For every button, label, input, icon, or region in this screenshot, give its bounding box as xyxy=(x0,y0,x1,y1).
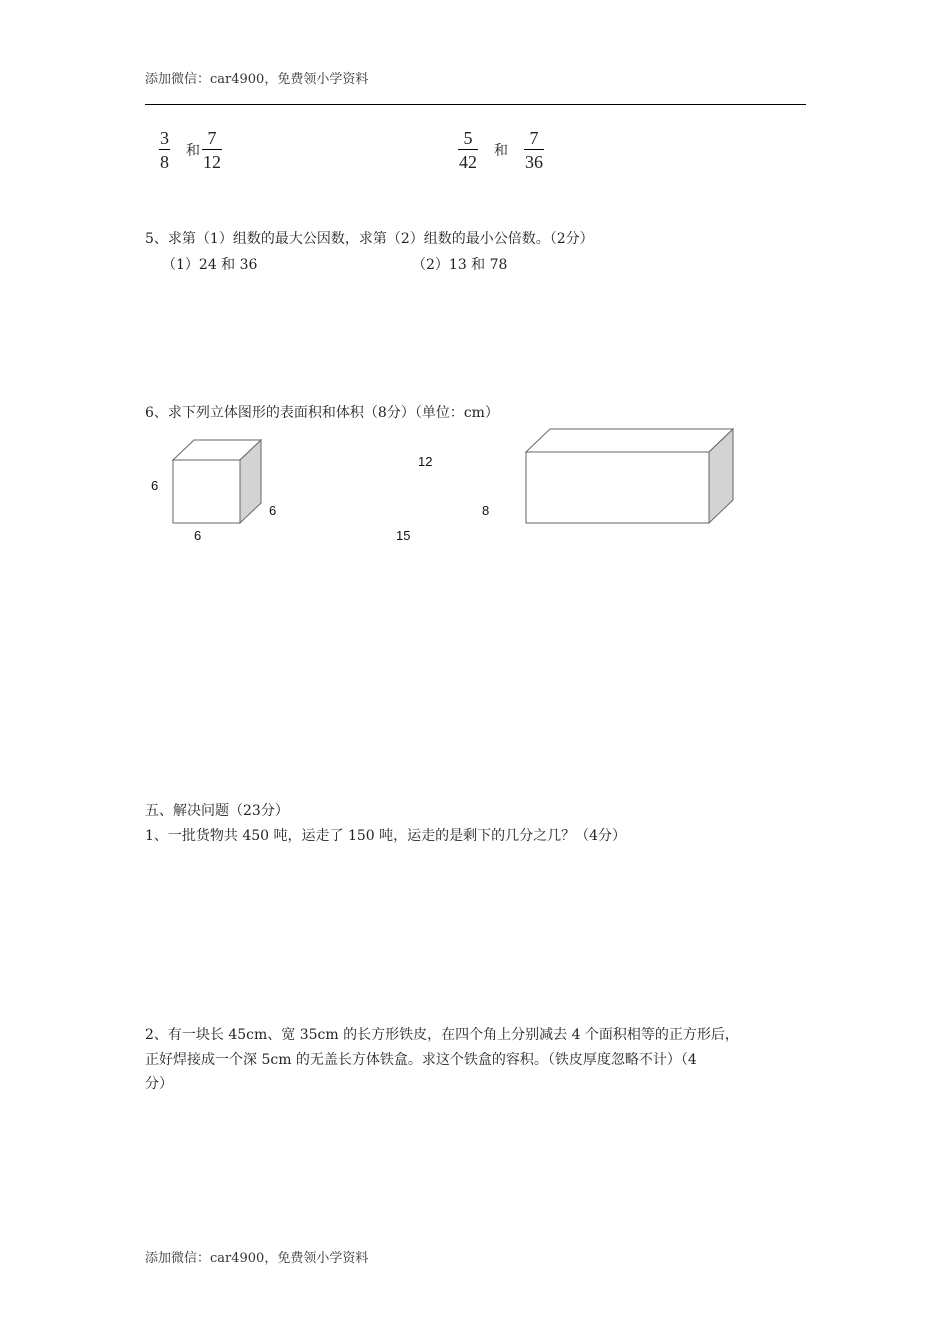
problem-2-line-2: 正好焊接成一个深 5cm 的无盖长方体铁盒。求这个铁盒的容积。（铁皮厚度忽略不计）（4 xyxy=(145,1052,697,1068)
cuboid-front-label: 15 xyxy=(396,528,411,543)
section-5-title: 五、解决问题（23分） xyxy=(145,803,289,819)
question-5-prompt: 5、求第（1）组数的最大公因数，求第（2）组数的最小公倍数。（2分） xyxy=(145,231,594,247)
cuboid-side-label: 8 xyxy=(482,503,490,518)
connector-and: 和 xyxy=(494,143,508,159)
page-header: 添加微信：car4900，免费领小学资料 xyxy=(145,72,369,87)
fraction-3-8: 3 8 xyxy=(160,128,169,172)
fraction-7-36: 7 36 xyxy=(525,128,543,172)
page-footer: 添加微信：car4900，免费领小学资料 xyxy=(145,1251,369,1266)
fraction-7-12: 7 12 xyxy=(203,128,221,172)
cube-height-label: 6 xyxy=(151,478,159,493)
cube-depth-label: 6 xyxy=(269,503,277,518)
cuboid-front-face xyxy=(526,452,709,523)
question-5-part-2: （2）13 和 78 xyxy=(412,257,508,273)
question-5-part-1: （1）24 和 36 xyxy=(162,257,258,273)
cube-width-label: 6 xyxy=(194,528,202,543)
cuboid-figure xyxy=(526,429,733,523)
cube-front-face xyxy=(173,460,240,523)
problem-1: 1、一批货物共 450 吨，运走了 150 吨，运走的是剩下的几分之几？（4分） xyxy=(145,828,627,844)
connector-and: 和 xyxy=(186,143,200,159)
cuboid-top-label: 12 xyxy=(418,454,433,469)
question-6-prompt: 6、求下列立体图形的表面积和体积（8分）（单位：cm） xyxy=(145,405,499,421)
cube-figure xyxy=(173,440,261,523)
fraction-5-42: 5 42 xyxy=(459,128,477,172)
cuboid-top-face xyxy=(526,429,733,452)
problem-2-line-1: 2、有一块长 45cm、宽 35cm 的长方形铁皮，在四个角上分别减去 4 个面积相等的正方形后， xyxy=(145,1027,739,1043)
problem-2-line-3: 分） xyxy=(145,1076,173,1092)
